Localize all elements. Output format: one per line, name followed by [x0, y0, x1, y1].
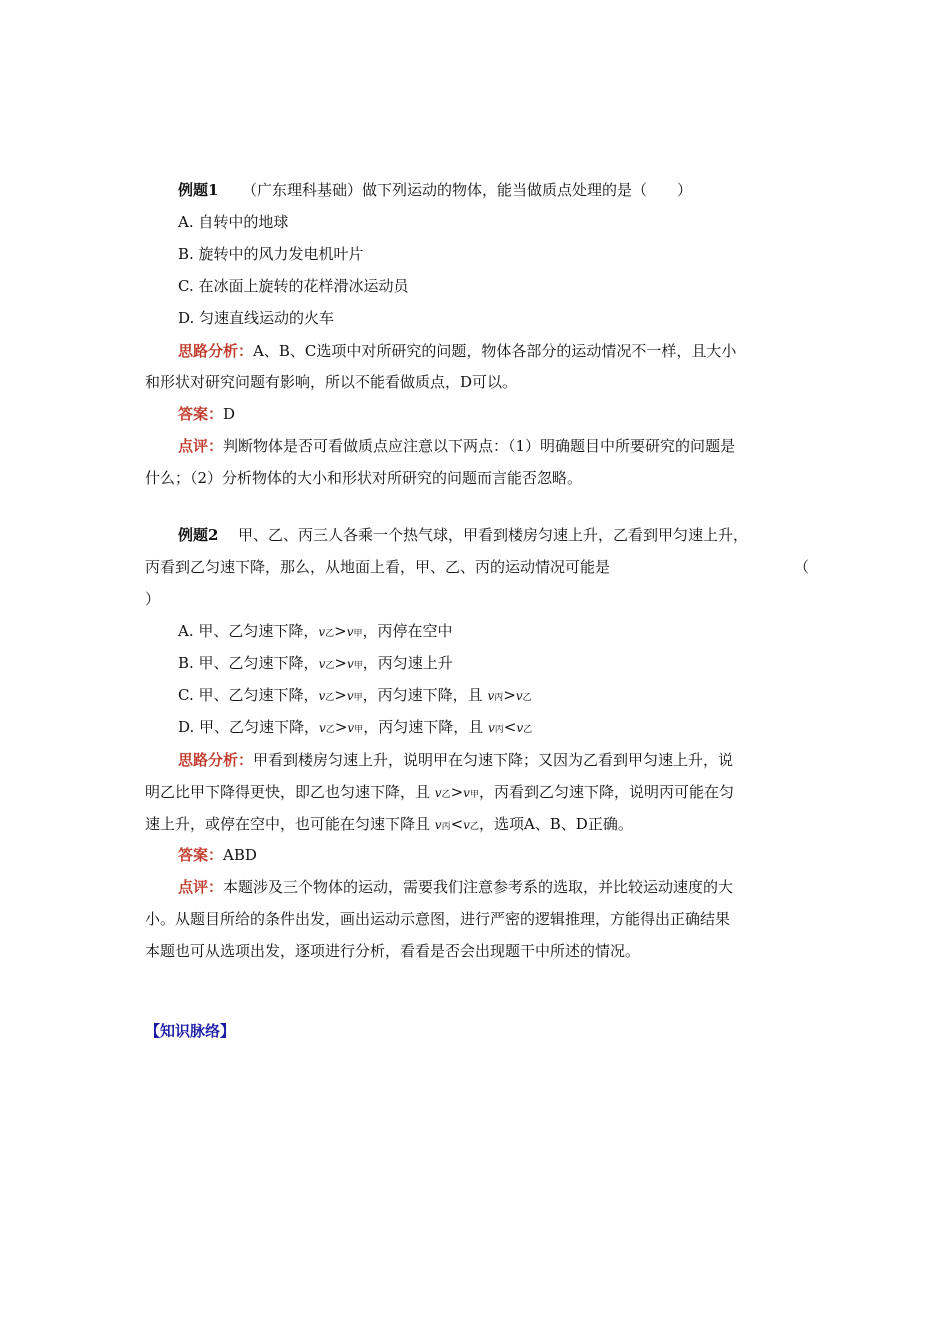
- option-d-middle: ，丙匀速下降，且: [363, 718, 488, 736]
- example-2-paren-open: （: [794, 558, 810, 576]
- section-heading-knowledge-map: 【知识脉络】: [145, 1022, 236, 1040]
- v-jia: v甲: [346, 689, 363, 703]
- example-2-comment-line-3: 本题也可从选项出发，逐项进行分析，看看是否会出现题干中所述的情况。: [145, 942, 641, 960]
- example-2-paren-close: ）: [145, 590, 161, 608]
- gt-sign: >: [334, 686, 347, 704]
- example-2-comment-label: 点评：: [178, 878, 224, 896]
- v-bing: v丙: [487, 689, 504, 703]
- example-2-analysis-line-3: [145, 814, 633, 837]
- example-1-option-b: B. 旋转中的风力发电机叶片: [178, 245, 364, 263]
- example-1-label: 例题1: [178, 181, 219, 199]
- gt-sign: >: [450, 783, 464, 801]
- example-1-analysis-line-1: [178, 341, 736, 361]
- example-2-comment-line-1: [178, 877, 733, 897]
- option-b-prefix: B. 甲、乙匀速下降，: [178, 654, 319, 672]
- example-2-comment-text-1: 本题涉及三个物体的运动，需要我们注意参考系的选取，并比较运动速度的大: [223, 878, 734, 896]
- v-yi: v乙: [516, 721, 533, 735]
- option-c-middle: ，丙匀速下降，且: [362, 686, 488, 704]
- example-2-option-a: [178, 621, 453, 644]
- example-1-option-a: A. 自转中的地球: [178, 213, 289, 231]
- example-2-analysis-line-1: [178, 750, 733, 770]
- option-d-prefix: D. 甲、乙匀速下降，: [178, 718, 320, 736]
- analysis-2-prefix: 明乙比甲下降得更快，即乙也匀速下降，且: [145, 783, 435, 801]
- v-yi: v乙: [319, 721, 335, 735]
- example-1-analysis-text-1: A、B、C选项中对所研究的问题，物体各部分的运动情况不一样，且大小: [253, 342, 737, 360]
- example-2-analysis-label: 思路分析：: [178, 751, 254, 769]
- v-yi: v乙: [318, 625, 335, 639]
- example-2-analysis-text-1: 甲看到楼房匀速上升，说明甲在匀速下降；又因为乙看到甲匀速上升，说: [253, 751, 734, 769]
- example-2-answer-value: ABD: [223, 846, 257, 864]
- option-c-prefix: C. 甲、乙匀速下降，: [178, 686, 319, 704]
- analysis-3-suffix: ，选项A、B、D正确。: [478, 815, 633, 833]
- option-b-suffix: ，丙匀速上升: [362, 654, 453, 672]
- analysis-2-suffix: ，丙看到乙匀速下降，说明丙可能在匀: [478, 783, 734, 801]
- lt-sign: <: [503, 718, 517, 736]
- example-1-answer-label: 答案：: [178, 405, 224, 423]
- v-yi: v乙: [318, 689, 335, 703]
- analysis-3-prefix: 速上升，或停在空中，也可能在匀速下降且: [145, 815, 435, 833]
- example-1-comment-text-1: 判断物体是否可看做质点应注意以下两点：（1）明确题目中所要研究的问题是: [223, 437, 736, 455]
- example-1-comment-line-1: [178, 436, 735, 456]
- gt-sign: >: [503, 686, 516, 704]
- example-2-question-line-2: 丙看到乙匀速下降，那么，从地面上看，甲、乙、丙的运动情况可能是: [145, 558, 611, 576]
- example-1-text: （广东理科基础）做下列运动的物体，能当做质点处理的是（ ）: [242, 181, 693, 199]
- example-2-label: 例题2: [178, 526, 219, 544]
- example-1-comment-line-2: 什么；（2）分析物体的大小和形状对所研究的问题而言能否忽略。: [145, 469, 583, 487]
- gt-sign: >: [334, 622, 347, 640]
- example-1-analysis-line-2: 和形状对研究问题有影响，所以不能看做质点，D可以。: [145, 373, 518, 391]
- gt-sign: >: [334, 654, 347, 672]
- example-2-answer: [178, 845, 257, 865]
- example-2-option-c: [178, 685, 532, 708]
- example-2-answer-label: 答案：: [178, 846, 224, 864]
- v-jia: v甲: [463, 786, 479, 800]
- v-jia: v甲: [346, 625, 363, 639]
- example-1-answer-value: D: [223, 405, 236, 423]
- example-2-text-1: 甲、乙、丙三人各乘一个热气球，甲看到楼房匀速上升，乙看到甲匀速上升，: [238, 526, 749, 544]
- gt-sign: >: [334, 718, 348, 736]
- example-1-answer: [178, 404, 235, 424]
- v-bing: v丙: [434, 818, 451, 832]
- v-yi: v乙: [515, 689, 532, 703]
- v-yi: v乙: [463, 818, 479, 832]
- lt-sign: <: [450, 815, 464, 833]
- v-bing: v丙: [487, 721, 504, 735]
- v-jia: v甲: [347, 721, 364, 735]
- example-1-option-c: C. 在冰面上旋转的花样滑冰运动员: [178, 277, 409, 295]
- example-1-comment-label: 点评：: [178, 437, 224, 455]
- example-2-analysis-line-2: [145, 782, 734, 805]
- option-a-suffix: ，丙停在空中: [362, 622, 453, 640]
- example-2-question-line-1: [178, 525, 748, 545]
- example-1-analysis-label: 思路分析：: [178, 342, 254, 360]
- example-1-option-d: D. 匀速直线运动的火车: [178, 309, 335, 327]
- example-2-comment-line-2: 小。从题目所给的条件出发，画出运动示意图，进行严密的逻辑推理，方能得出正确结果: [145, 910, 731, 928]
- v-yi: v乙: [434, 786, 451, 800]
- example-2-option-d: [178, 717, 532, 740]
- example-1-question: [178, 180, 692, 200]
- example-2-option-b: [178, 653, 453, 676]
- v-jia: v甲: [346, 657, 363, 671]
- v-yi: v乙: [318, 657, 335, 671]
- option-a-prefix: A. 甲、乙匀速下降，: [178, 622, 319, 640]
